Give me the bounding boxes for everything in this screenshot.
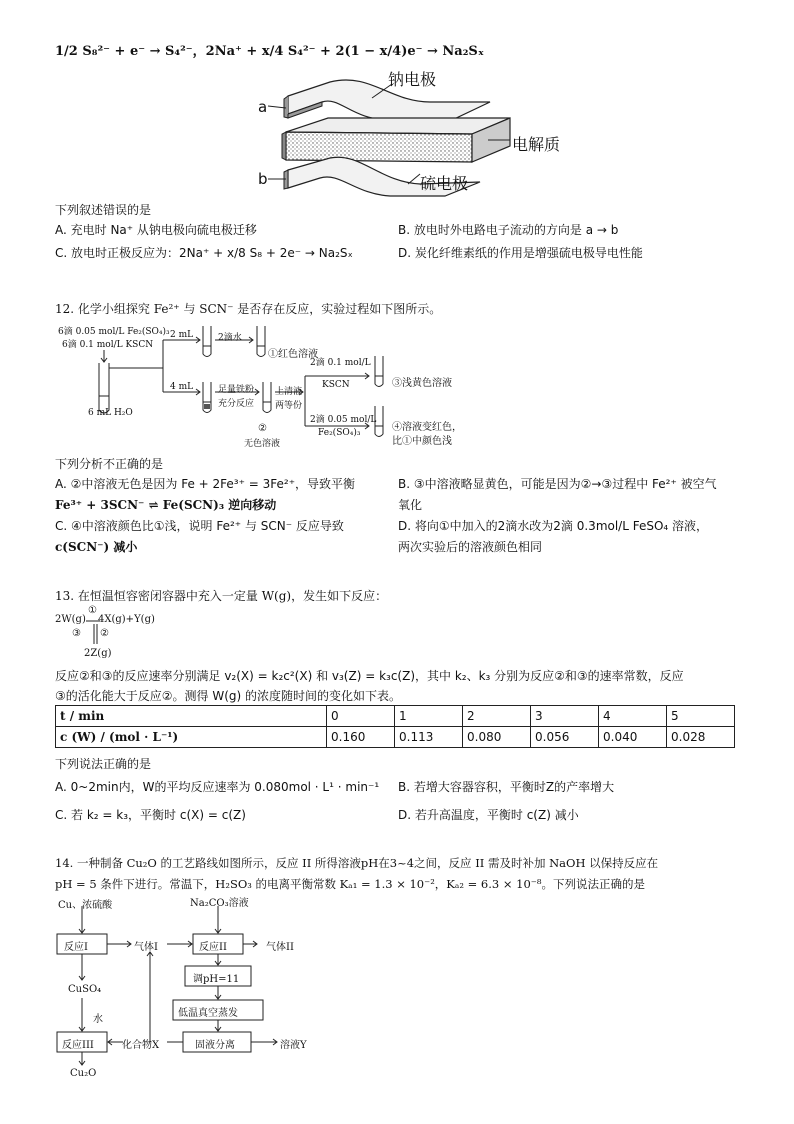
q13-desc-1: 反应②和③的反应速率分别满足 v₂(X) = k₂c²(X) 和 v₃(Z) = k₃c(Z)，其中 k₂、k₃ 分别为反应②和③的速率常数，反应 [55, 669, 684, 683]
table-cell: 0.056 [531, 727, 599, 748]
q12-kscn-label: KSCN [322, 380, 350, 390]
q12-vol-2ml: 2 mL [170, 330, 194, 340]
q12-result-1: ①红色溶液 [268, 349, 318, 360]
q14-gas-2: 气体II [266, 942, 294, 953]
q12-equal-parts: 两等份 [275, 401, 303, 411]
q12-result-4a: ④溶液变红色， [392, 422, 462, 433]
q12-option-a[interactable]: A. ②中溶液无色是因为 Fe + 2Fe³⁺ = 3Fe²⁺，导致平衡 Fe³⁺ + 3SCN⁻ ⇌ Fe(SCN)₃ 逆向移动 [55, 477, 356, 512]
q13-prompt: 下列说法正确的是 [55, 757, 152, 771]
q12-option-c[interactable]: C. ④中溶液颜色比①浅，说明 Fe²⁺ 与 SCN⁻ 反应导致 c(SCN⁻) 减小 [55, 519, 344, 554]
q14-compound-x: 化合物X [122, 1040, 160, 1051]
q12-fe-drops: 2滴 0.05 mol/L [310, 415, 377, 425]
q13-scheme-left: 2W(g) [55, 614, 86, 625]
q13-scheme-n3: ③ [72, 628, 81, 639]
table-cell: 0.160 [327, 727, 395, 748]
q14-gas-1: 气体I [134, 942, 158, 953]
table-row [56, 706, 735, 727]
q14-solution-y: 溶液Y [280, 1040, 307, 1051]
q13-scheme-n1: ① [88, 605, 97, 616]
q12-reagent-fe: 6滴 0.05 mol/L Fe₂(SO₄)₃ [58, 327, 170, 337]
q13-concentration-table [55, 705, 735, 748]
q13-option-a[interactable]: A. 0~2min内，W的平均反应速率为 0.080mol · L¹ · min⁻¹ [55, 780, 380, 794]
q13-scheme-bottom: 2Z(g) [84, 648, 112, 659]
q12-water: 6 mL H₂O [88, 408, 133, 418]
q14-stem-1: 14. 一种制备 Cu₂O 的工艺路线如图所示，反应 II 所得溶液pH在3~4之间，反应 II 需及时补加 NaOH 以保持反应在 [55, 856, 659, 870]
q14-input-cu: Cu、浓硫酸 [58, 900, 113, 911]
q13-option-c[interactable]: C. 若 k₂ = k₃，平衡时 c(X) = c(Z) [55, 808, 246, 822]
top-equation: 1/2 S₈²⁻ + e⁻ → S₄²⁻，2Na⁺ + x/4 S₄²⁻ + 2(1 − x/4)e⁻ → Na₂Sₓ [55, 44, 484, 59]
q11-option-a[interactable]: A. 充电时 Na⁺ 从钠电极向硫电极迁移 [55, 223, 257, 237]
q12-result-4b: 比①中颜色浅 [392, 436, 452, 447]
q14-evaporation: 低温真空蒸发 [178, 1008, 238, 1019]
table-cell: 0 [327, 706, 395, 727]
q14-input-na2co3: Na₂CO₃溶液 [190, 898, 249, 909]
q14-adjust-ph: 调pH=11 [193, 974, 240, 985]
q13-option-d[interactable]: D. 若升高温度，平衡时 c(Z) 减小 [398, 808, 579, 822]
q12-vol-4ml: 4 mL [170, 382, 194, 392]
q12-two-drops-water: 2滴水 [218, 333, 242, 343]
q14-reaction-2: 反应II [199, 942, 227, 953]
table-cell: 3 [531, 706, 599, 727]
q12-supernatant: 上清液 [275, 387, 303, 397]
label-electrolyte: 电解质 [512, 135, 561, 154]
table-cell: 0.040 [599, 727, 667, 748]
label-sodium-electrode: 钠电极 [388, 70, 437, 89]
q14-output-cu2o: Cu₂O [70, 1068, 97, 1079]
table-cell: 1 [395, 706, 463, 727]
q12-result-3: ③浅黄色溶液 [392, 378, 452, 389]
electrolyte-layer [286, 132, 472, 162]
table-cell: 4 [599, 706, 667, 727]
q14-separation: 固液分离 [195, 1040, 235, 1051]
q12-num-2: ② [258, 423, 267, 434]
q12-option-d[interactable]: D. 将向①中加入的2滴水改为2滴 0.3mol/L FeSO₄ 溶液， 两次实验后的溶液颜色相同 [398, 519, 709, 554]
table-cell: 5 [667, 706, 735, 727]
q12-kscn-drops: 2滴 0.1 mol/L [310, 358, 371, 368]
q12-fe-label: Fe₂(SO₄)₃ [318, 428, 361, 438]
table-row [56, 727, 735, 748]
table-cell: 2 [463, 706, 531, 727]
q12-iron-powder: 足量铁粉 [218, 385, 255, 395]
q13-scheme-n2: ② [100, 628, 109, 639]
q11-option-b[interactable]: B. 放电时外电路电子流动的方向是 a → b [398, 223, 619, 237]
q14-stem-2: pH = 5 条件下进行。常温下，H₂SO₃ 的电离平衡常数 Kₐ₁ = 1.3 × 10⁻²，Kₐ₂ = 6.3 × 10⁻⁸。下列说法正确的是 [55, 877, 645, 891]
label-b: b [258, 170, 268, 188]
q11-option-d[interactable]: D. 炭化纤维素纸的作用是增强硫电极导电性能 [398, 246, 643, 260]
table-header-time: t / min [56, 706, 327, 727]
q12-prompt: 下列分析不正确的是 [55, 457, 164, 471]
table-cell: 0.028 [667, 727, 735, 748]
q13-option-b[interactable]: B. 若增大容器容积，平衡时Z的产率增大 [398, 780, 615, 794]
label-sulfur-electrode: 硫电极 [420, 174, 469, 193]
q14-water: 水 [93, 1014, 103, 1025]
q12-option-b[interactable]: B. ③中溶液略显黄色，可能是因为②→③过程中 Fe²⁺ 被空气 氧化 [398, 477, 717, 512]
q14-cuso4: CuSO₄ [68, 984, 102, 995]
q11-option-c[interactable]: C. 放电时正极反应为：2Na⁺ + x/8 S₈ + 2e⁻ → Na₂Sₓ [55, 246, 353, 260]
label-a: a [258, 98, 268, 116]
q13-stem: 13. 在恒温恒容密闭容器中充入一定量 W(g)，发生如下反应： [55, 589, 388, 603]
q12-full-react: 充分反应 [218, 399, 255, 409]
q14-reaction-1: 反应I [64, 942, 88, 953]
q13-scheme-right: 4X(g)+Y(g) [98, 614, 155, 625]
q12-colorless: 无色溶液 [244, 439, 281, 449]
table-header-conc: c (W) / (mol · L⁻¹) [56, 727, 327, 748]
q13-desc-2: ③的活化能大于反应②。测得 W(g) 的浓度随时间的变化如下表。 [55, 689, 401, 703]
q11-prompt: 下列叙述错误的是 [55, 203, 152, 217]
table-cell: 0.080 [463, 727, 531, 748]
q12-stem: 12. 化学小组探究 Fe²⁺ 与 SCN⁻ 是否存在反应，实验过程如下图所示。 [55, 302, 442, 316]
q12-reagent-kscn: 6滴 0.1 mol/L KSCN [62, 340, 154, 350]
q14-reaction-3: 反应III [62, 1040, 94, 1051]
table-cell: 0.113 [395, 727, 463, 748]
